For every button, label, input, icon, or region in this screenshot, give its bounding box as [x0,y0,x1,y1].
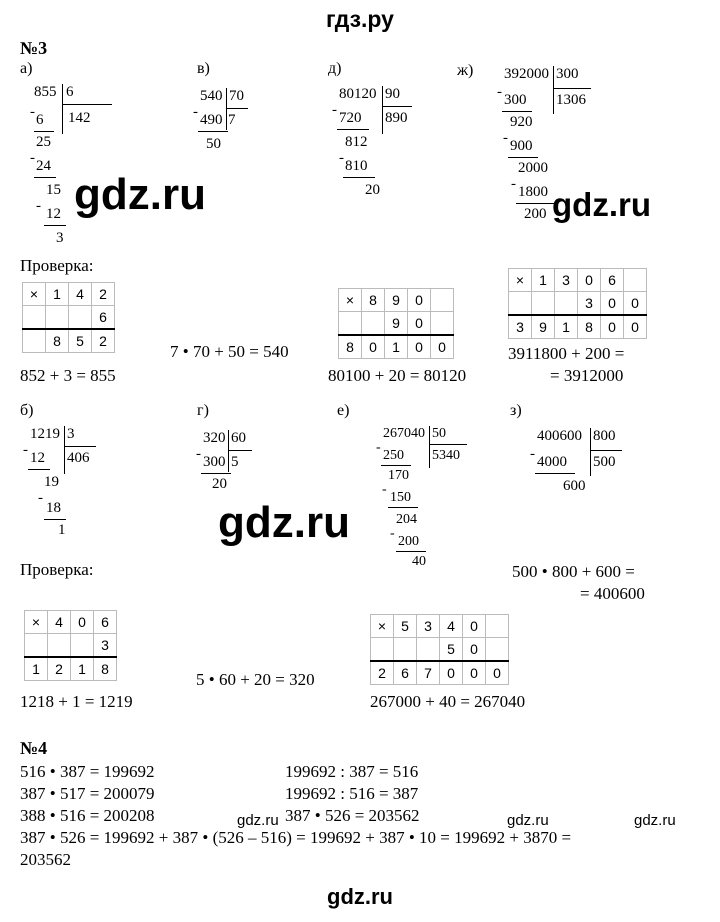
division-d-step: 720 [339,110,362,126]
division-b-dividend: 1219 [30,426,60,442]
check-z-equation-1: 500 • 800 + 600 = [512,562,635,581]
watermark: gdz.ru [74,170,206,219]
division-a-step: 15 [46,182,61,198]
division-e-dividend: 267040 [383,426,425,441]
division-v-step: 50 [206,136,221,152]
division-d-divisor: 90 [385,86,400,102]
division-b-divisor: 3 [67,426,75,442]
label-b: б) [20,402,34,419]
label-e: е) [337,402,350,419]
task4-right-line: 199692 : 387 = 516 [285,762,419,781]
division-e-step: 150 [390,490,411,505]
division-a-step: 3 [56,230,64,246]
division-g-step: 300 [203,454,226,470]
label-d: д) [328,60,342,77]
label-g: г) [197,402,209,419]
task4-long-line-2: 203562 [20,850,71,869]
division-d-dividend: 80120 [339,86,377,102]
division-e-step: 40 [412,554,426,569]
task4-right-line: 199692 : 516 = 387 [285,784,419,803]
check-e-equation: 267000 + 40 = 267040 [370,692,526,711]
task3-title: №3 [20,38,48,58]
task4-right-line: 387 • 526 = 203562 [285,806,420,825]
division-a-step: 6 [36,112,44,128]
site-footer-watermark: gdz.ru [327,884,393,909]
division-e-divisor: 50 [432,426,446,441]
division-d-step: 810 [345,158,368,174]
label-v: в) [197,60,210,77]
division-z-quotient: 500 [593,454,616,470]
division-d-step: 20 [365,182,380,198]
task4-left-line: 387 • 517 = 200079 [20,784,155,803]
division-zh-step: 900 [510,138,533,154]
division-zh-dividend: 392000 [504,66,549,82]
division-e-step: 200 [398,534,419,549]
division-b-step: 12 [30,450,45,466]
multiplication-grid-d: × 8 9 0 9 0 8 0 1 0 0 [338,288,454,359]
multiplication-grid-e: × 5 3 4 0 5 0 2 6 7 0 0 0 [370,614,509,685]
task4-left-line: 516 • 387 = 199692 [20,762,155,781]
division-zh-step: 1800 [518,184,548,200]
division-d-step: 812 [345,134,368,150]
label-a: а) [20,60,33,77]
division-zh-step: 300 [504,92,527,108]
check-a-equation: 852 + 3 = 855 [20,366,116,385]
division-z-divisor: 800 [593,428,616,444]
division-a-dividend: 855 [34,84,57,100]
check-zh-equation-2: = 3912000 [550,366,624,385]
division-a-step: 25 [36,134,51,150]
task4-title: №4 [20,738,48,758]
division-g-quotient: 5 [231,454,239,470]
division-a-quotient: 142 [68,110,91,126]
site-header-title: гдз.ру [326,6,394,32]
division-e-step: 170 [388,468,409,483]
watermark-small: gdz.ru [634,812,676,829]
division-zh-step: 2000 [518,160,548,176]
check-b-equation: 1218 + 1 = 1219 [20,692,133,711]
multiplication-grid-a: × 1 4 2 6 8 5 2 [22,282,115,353]
division-b-step: 18 [46,500,61,516]
division-v-divisor: 70 [229,88,244,104]
division-g-dividend: 320 [203,430,226,446]
division-g-step: 20 [212,476,227,492]
division-zh-step: 200 [524,206,547,222]
division-z-step: 600 [563,478,586,494]
check-zh-equation-1: 3911800 + 200 = [508,344,625,363]
multiplication-grid-b: × 4 0 6 3 1 2 1 8 [24,610,117,681]
division-z-step: 4000 [537,454,567,470]
multiplication-grid-zh: × 1 3 0 6 3 0 0 3 9 1 8 0 0 [508,268,647,339]
check-label: Проверка: [20,256,94,275]
division-v-step: 490 [200,112,223,128]
division-d-quotient: 890 [385,110,408,126]
division-e-step: 250 [383,448,404,463]
check-v-equation: 7 • 70 + 50 = 540 [170,342,289,361]
division-zh-quotient: 1306 [556,92,586,108]
division-a-step: 12 [46,206,61,222]
watermark: gdz.ru [218,498,350,547]
label-z: з) [510,402,522,419]
division-e-quotient: 5340 [432,448,460,463]
division-g-divisor: 60 [231,430,246,446]
division-b-step: 1 [58,522,66,538]
watermark-small: gdz.ru [237,812,279,829]
division-v-dividend: 540 [200,88,223,104]
division-a-divisor: 6 [66,84,74,100]
division-b-quotient: 406 [67,450,90,466]
label-zh: ж) [457,62,474,79]
task4-left-line: 388 • 516 = 200208 [20,806,155,825]
watermark-small: gdz.ru [507,812,549,829]
check-g-equation: 5 • 60 + 20 = 320 [196,670,315,689]
division-a-step: 24 [36,158,51,174]
division-e-step: 204 [396,512,417,527]
division-zh-step: 920 [510,114,533,130]
watermark: gdz.ru [552,186,651,223]
check-d-equation: 80100 + 20 = 80120 [328,366,467,385]
task4-long-line-1: 387 • 526 = 199692 + 387 • (526 – 516) = 199692 + 387 • 10 = 199692 + 3870 = [20,828,572,847]
check-z-equation-2: = 400600 [580,584,645,603]
division-b-step: 19 [44,474,59,490]
division-z-dividend: 400600 [537,428,582,444]
division-v-quotient: 7 [228,112,236,128]
check-label: Проверка: [20,560,94,579]
division-zh-divisor: 300 [556,66,579,82]
